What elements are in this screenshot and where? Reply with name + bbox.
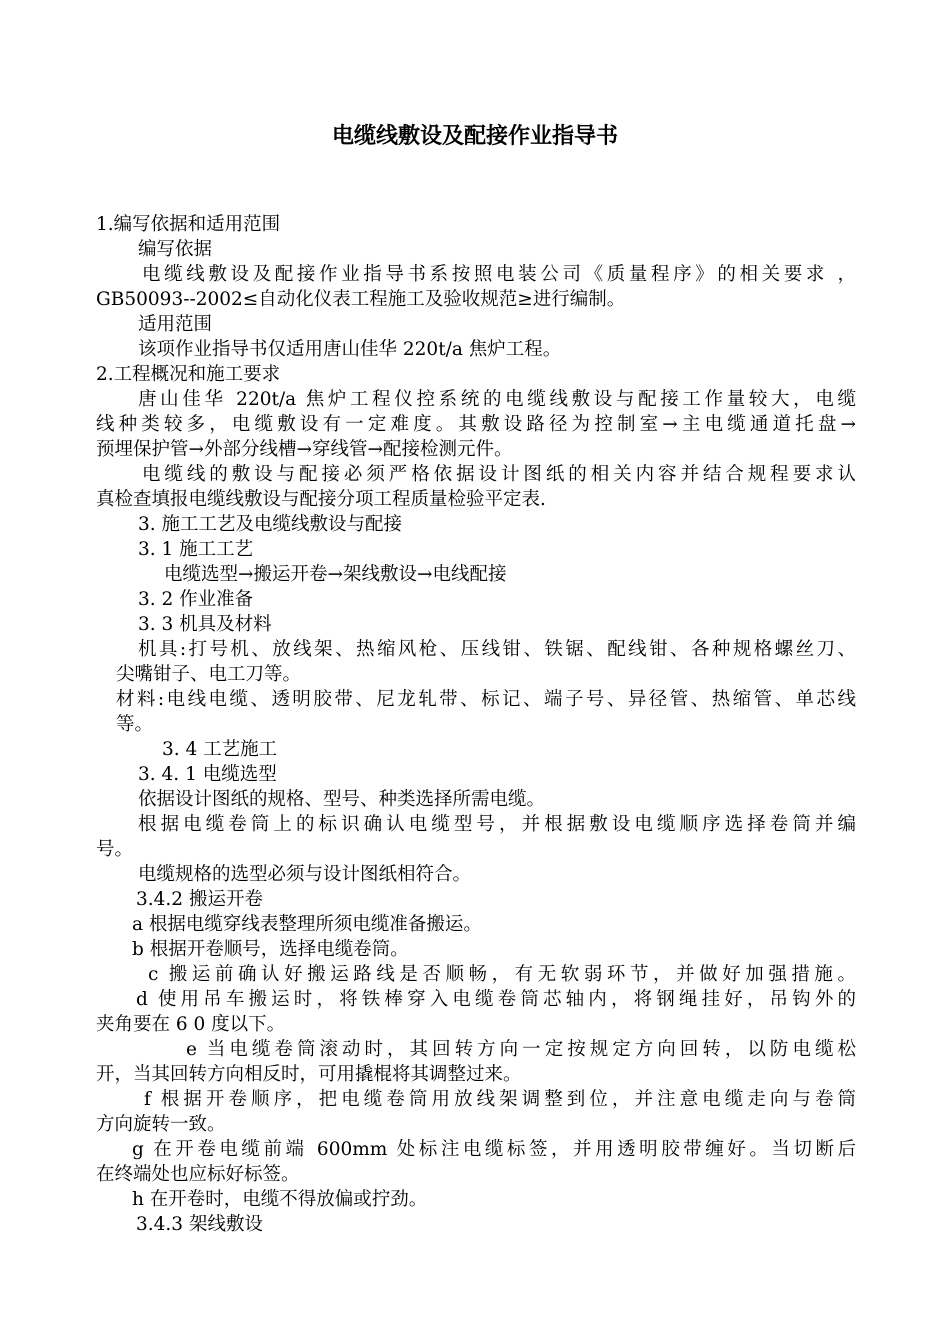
paragraph-line: 开，当其回转方向相反时，可用撬棍将其调整过来。 (96, 1064, 522, 1085)
subsection-heading: 3. 1 施工工艺 (138, 539, 254, 560)
paragraph-line: 预埋保护管→外部分线槽→穿线管→配接检测元件。 (96, 439, 513, 460)
paragraph-line: 电缆规格的选型必须与设计图纸相符合。 (138, 864, 472, 885)
paragraph-line: 依据设计图纸的规格、型号、种类选择所需电缆。 (138, 789, 546, 810)
subsection-heading: 3.4.2 搬运开卷 (136, 889, 263, 910)
section-heading: 2.工程概况和施工要求 (96, 364, 281, 385)
document-title: 电缆线敷设及配接作业指导书 (331, 124, 618, 149)
paragraph-line: 等。 (116, 714, 154, 735)
paragraph-line: 号。 (96, 839, 134, 860)
subsection-heading: 3.4.3 架线敷设 (136, 1214, 263, 1235)
subsection-heading: 3. 3 机具及材料 (138, 614, 272, 635)
paragraph-line: 电缆线的敷设与配接必须严格依据设计图纸的相关内容并结合规程要求认 (142, 464, 856, 485)
list-item: c 搬运前确认好搬运路线是否顺畅，有无软弱环节，并做好加强措施。 (148, 964, 856, 985)
subsection-heading: 适用范围 (138, 314, 213, 335)
paragraph-line: 真检查填报电缆线敷设与配接分项工程质量检验平定表. (96, 489, 546, 510)
list-item: h 在开卷时，电缆不得放偏或拧劲。 (132, 1189, 428, 1210)
subsection-heading: 3. 4 工艺施工 (162, 739, 278, 760)
list-item: a 根据电缆穿线表整理所须电缆准备搬运。 (132, 914, 482, 935)
paragraph-line: GB50093--2002≤自动化仪表工程施工及验收规范≥进行编制。 (96, 289, 626, 310)
paragraph-line: 该项作业指导书仅适用唐山佳华 220t/a 焦炉工程。 (138, 339, 562, 360)
paragraph-line: 根据电缆卷筒上的标识确认电缆型号，并根据敷设电缆顺序选择卷筒并编 (138, 814, 856, 835)
subsection-heading: 3. 4. 1 电缆选型 (138, 764, 277, 785)
section-heading: 1.编写依据和适用范围 (96, 214, 281, 235)
list-item: b 根据开卷顺号，选择电缆卷筒。 (132, 939, 409, 960)
paragraph-line: 方向旋转一致。 (96, 1114, 226, 1135)
paragraph-line: 尖嘴钳子、电工刀等。 (116, 664, 302, 685)
list-item: d 使用吊车搬运时，将铁棒穿入电缆卷筒芯轴内，将钢绳挂好，吊钩外的 (136, 989, 856, 1010)
paragraph-line: 机具:打号机、放线架、热缩风枪、压线钳、铁锯、配线钳、各种规格螺丝刀、 (138, 639, 856, 660)
paragraph-line: 线种类较多，电缆敷设有一定难度。其敷设路径为控制室→主电缆通道托盘→ (96, 414, 856, 435)
process-flow-line: 电缆选型→搬运开卷→架线敷设→电线配接 (164, 564, 507, 585)
list-item: f 根据开卷顺序，把电缆卷筒用放线架调整到位，并注意电缆走向与卷筒 (144, 1089, 856, 1110)
paragraph-line: 在终端处也应标好标签。 (96, 1164, 300, 1185)
subsection-heading: 编写依据 (138, 239, 213, 260)
paragraph-line: 夹角要在 6 0 度以下。 (96, 1014, 286, 1035)
list-item: e 当电缆卷筒滚动时，其回转方向一定按规定方向回转，以防电缆松 (186, 1039, 856, 1060)
paragraph-line: 材料:电线电缆、透明胶带、尼龙轧带、标记、端子号、异径管、热缩管、单芯线 (116, 689, 856, 710)
paragraph-line: 电缆线敷设及配接作业指导书系按照电装公司《质量程序》的相关要求 ， (142, 264, 856, 285)
subsection-heading: 3. 2 作业准备 (138, 589, 254, 610)
section-heading: 3. 施工工艺及电缆线敷设与配接 (138, 514, 403, 535)
paragraph-line: 唐山佳华 220t/a 焦炉工程仪控系统的电缆线敷设与配接工作量较大，电缆 (138, 389, 856, 410)
list-item: g 在开卷电缆前端 600mm 处标注电缆标签，并用透明胶带缠好。当切断后 (132, 1139, 856, 1160)
